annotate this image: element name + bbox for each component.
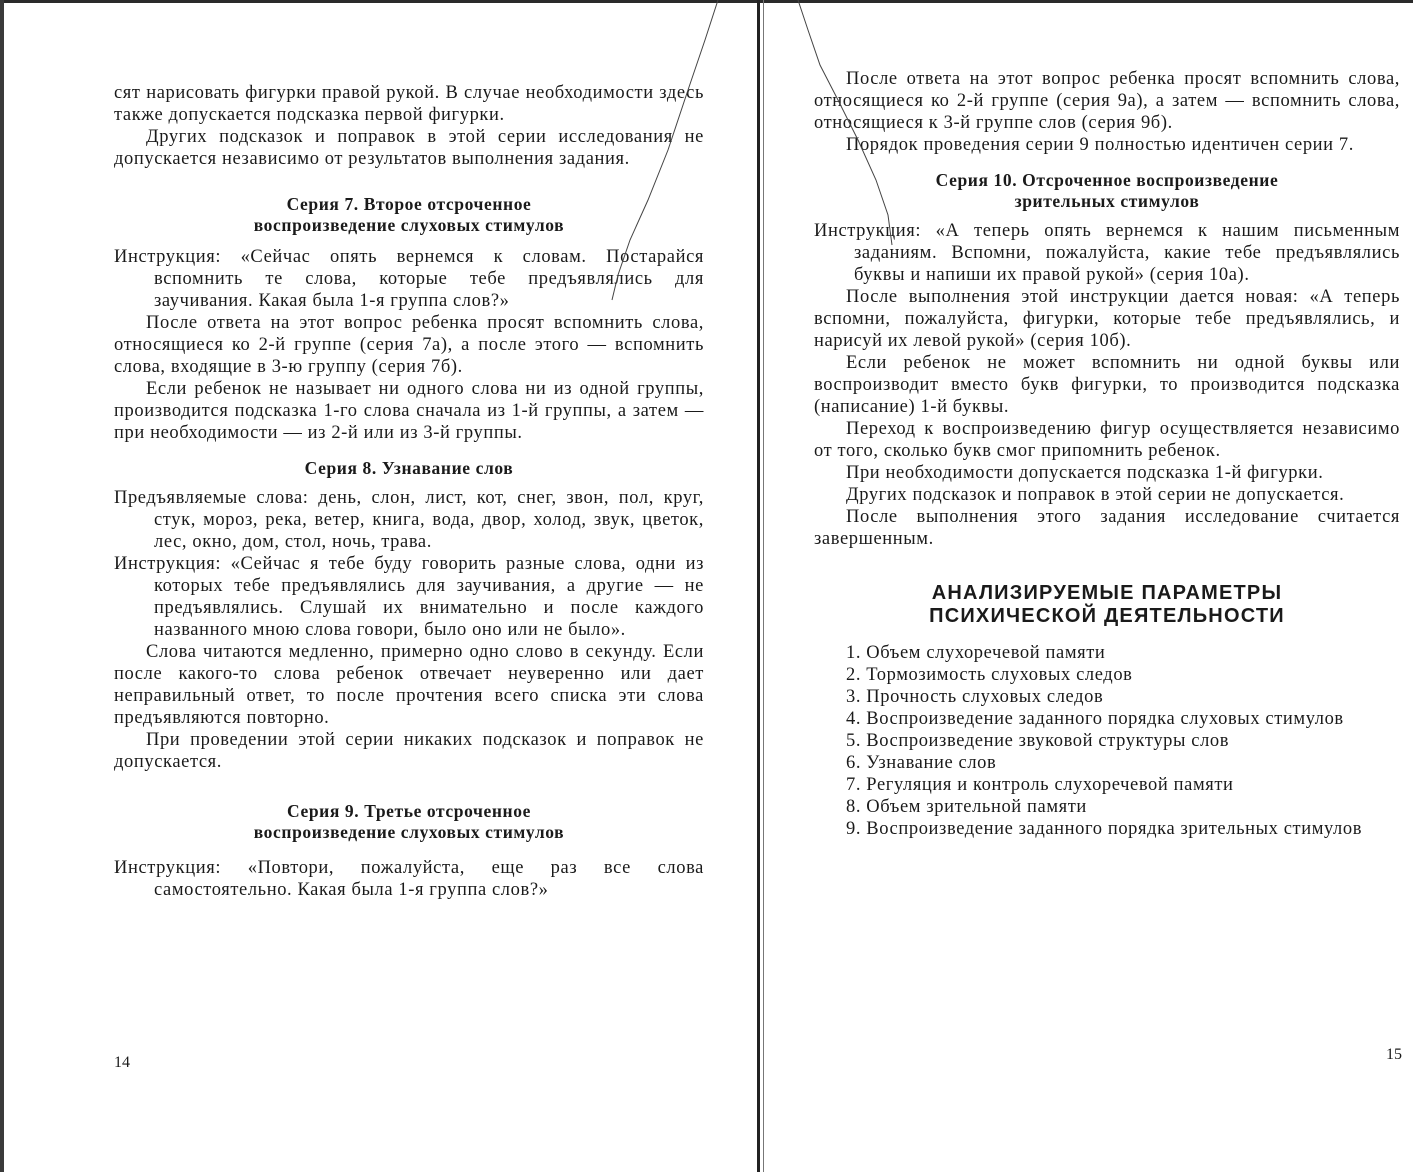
heading-series-7-sub: воспроизведение слуховых стимулов [253,215,565,235]
right-page-text [814,68,1400,840]
heading-series-10: Серия 10. Отсроченное воспроизведение [935,170,1279,190]
paragraph: Если ребенок не может вспомнить ни одной буквы или воспроизводит вместо букв фигурки, то производится подсказка (написание) 1-й буквы. [814,353,1400,417]
right-page [764,0,1413,1172]
paragraph: Переход к воспроизведению фигур осуществляется независимо от того, сколько букв смог припомнить ребенок. [814,419,1400,461]
paragraph: сят нарисовать фигурки правой рукой. В случае необходимости здесь также допускается подсказка первой фигурки. [114,83,704,125]
paragraph: Других подсказок и поправок в этой серии не допускается. [846,485,1345,505]
instruction-paragraph: Инструкция: «А теперь опять вернемся к нашим письменным заданиям. Вспомни, пожалуйста, какие тебе предъявлялись буквы и напиши их правой рукой» (серия 10а). [814,221,1400,285]
paragraph: Слова читаются медленно, примерно одно слово в секунду. Если после какого-то слова ребенок отвечает неуверенно или дает неправильный ответ, то после прочтения всего списка эти слова предъявляются повторно. [114,642,704,728]
parameter-item: 4. Воспроизведение заданного порядка слуховых стимулов [846,709,1344,729]
book-gutter [757,0,760,1172]
paragraph: Порядок проведения серии 9 полностью идентичен серии 7. [846,135,1354,155]
page-number: 15 [1386,1046,1402,1063]
parameters-list [814,642,1400,840]
parameter-item: 2. Тормозимость слуховых следов [846,665,1133,685]
parameter-item: 7. Регуляция и контроль слухоречевой памяти [846,775,1234,795]
heading-series-8: Серия 8. Узнавание слов [304,458,514,478]
paragraph: После ответа на этот вопрос ребенка просят вспомнить слова, относящиеся ко 2-й группе (серия 9а), а затем — вспомнить слова, относящиеся к 3-й группе слов (серия 9б). [814,69,1400,133]
instruction-paragraph: Инструкция: «Повтори, пожалуйста, еще раз все слова самостоятельно. Какая была 1-я группа слов?» [114,858,704,900]
word-list-paragraph: Предъявляемые слова: день, слон, лист, кот, снег, звон, пол, круг, стук, мороз, река, ветер, книга, вода, двор, холод, звук, цветок, лес, окно, дом, стол, ночь, трава. [114,488,704,552]
page-number: 14 [114,1054,130,1071]
parameter-item: 3. Прочность слуховых следов [846,687,1104,707]
section-heading: АНАЛИЗИРУЕМЫЕ ПАРАМЕТРЫ [931,582,1283,604]
heading-series-9: Серия 9. Третье отсроченное [287,801,531,821]
parameter-item: 5. Воспроизведение звуковой структуры слов [846,731,1230,751]
parameter-item: 8. Объем зрительной памяти [846,797,1087,817]
heading-series-9-sub: воспроизведение слуховых стимулов [253,822,565,842]
heading-series-10-sub: зрительных стимулов [1014,191,1200,211]
section-heading-sub: ПСИХИЧЕСКОЙ ДЕЯТЕЛЬНОСТИ [929,605,1285,627]
paragraph: Если ребенок не называет ни одного слова ни из одной группы, производится подсказка 1-го слова сначала из 1-й группы, а затем — при необходимости — из 2-й или из 3-й группы. [114,379,704,443]
paragraph: При необходимости допускается подсказка 1-й фигурки. [846,463,1324,483]
instruction-paragraph: Инструкция: «Сейчас я тебе буду говорить разные слова, одни из которых тебе предъявлялись для заучивания, а другие — не предъявлялись. Слушай их внимательно и после каждого названного мною слова говори, было оно или не было». [114,554,704,640]
paragraph: После выполнения этого задания исследование считается завершенным. [814,507,1400,549]
instruction-paragraph: Инструкция: «Сейчас опять вернемся к словам. Постарайся вспомнить те слова, которые тебе предъявлялись для заучивания. Какая была 1-я группа слов?» [114,247,704,311]
parameter-item: 1. Объем слухоречевой памяти [846,643,1106,663]
heading-series-7: Серия 7. Второе отсроченное [286,194,532,214]
paragraph: При проведении этой серии никаких подсказок и поправок не допускается. [114,730,704,772]
paragraph: После выполнения этой инструкции дается новая: «А теперь вспомни, пожалуйста, фигурки, которые тебе предъявлялись, и нарисуй их левой рукой» (серия 10б). [814,287,1400,351]
paragraph: После ответа на этот вопрос ребенка просят вспомнить слова, относящиеся ко 2-й группе (серия 7а), а после этого — вспомнить слова, входящие в 3-ю группу (серия 7б). [114,313,704,377]
left-page-text [114,82,704,901]
parameter-item: 6. Узнавание слов [846,753,997,773]
parameter-item: 9. Воспроизведение заданного порядка зрительных стимулов [846,819,1363,839]
paragraph: Других подсказок и поправок в этой серии исследования не допускается независимо от результатов выполнения задания. [114,127,704,169]
